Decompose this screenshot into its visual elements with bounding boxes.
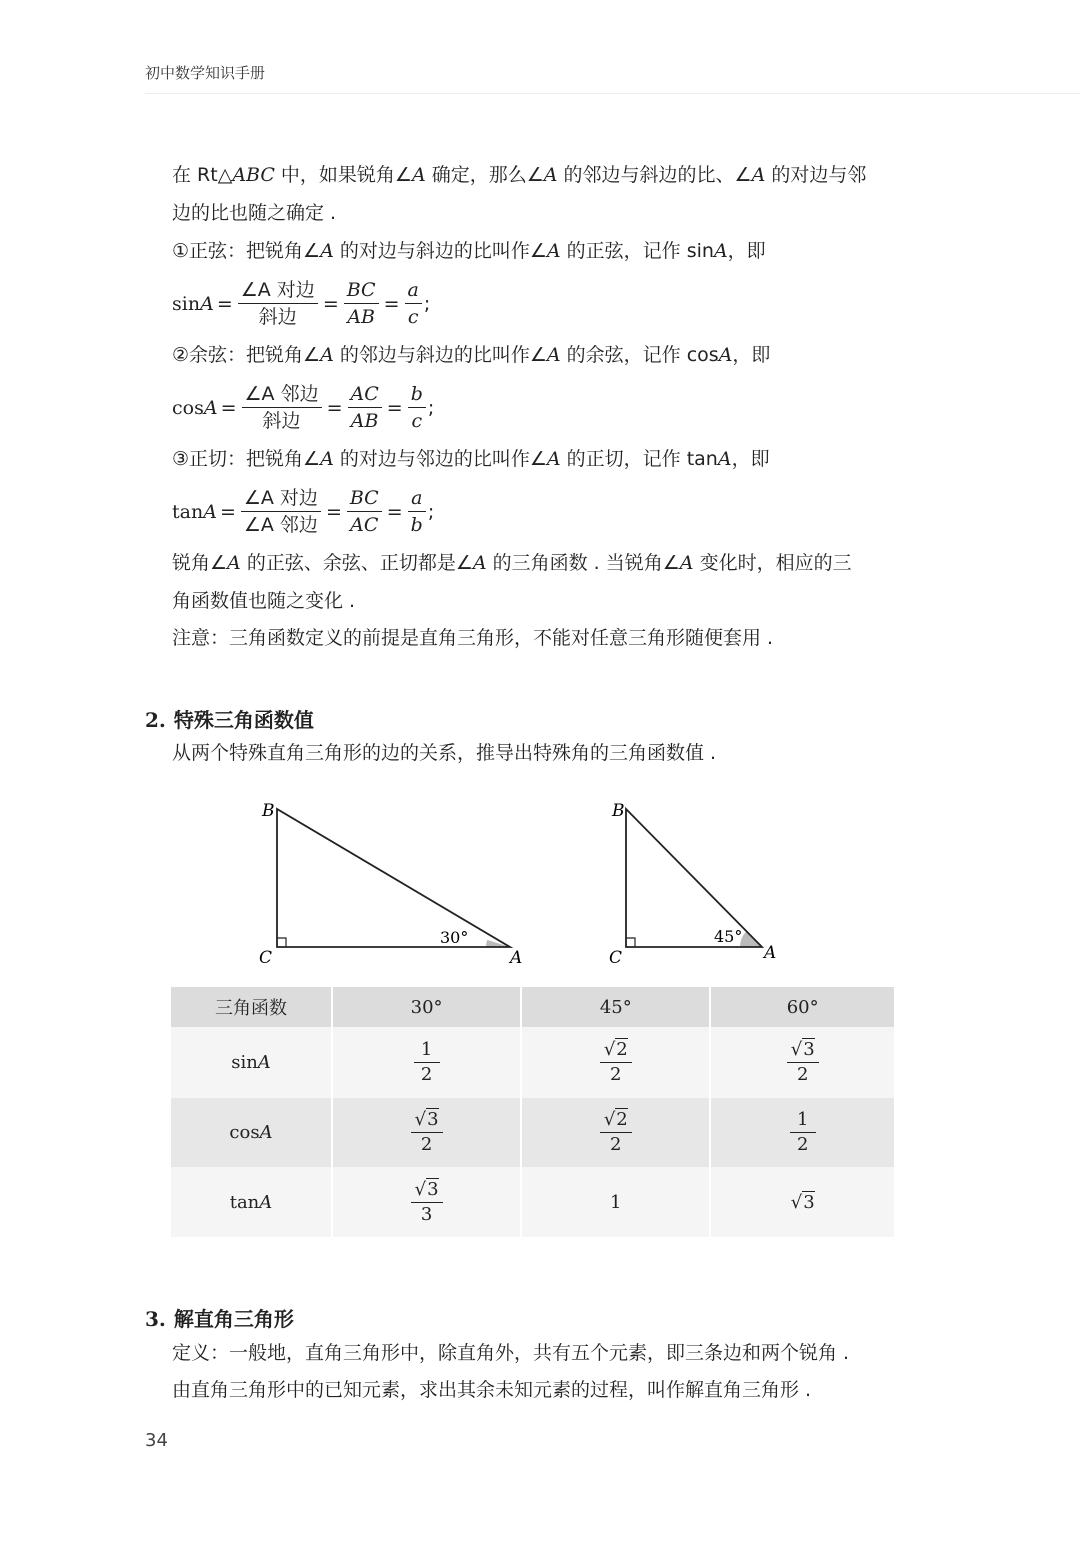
numerator: ∠A 邻边 [244, 383, 319, 405]
sine-text: 的对边与斜边的比叫作∠ [333, 240, 547, 262]
radicand: 3 [803, 1191, 815, 1213]
numerator: b [410, 383, 423, 405]
denominator: 斜边 [262, 410, 301, 432]
value-cell: $\frac{√3}{2}$ [710, 1027, 894, 1098]
var-a: A [717, 448, 732, 470]
value-cell [332, 1027, 521, 1098]
tangent-formula: tan A = $\frac{\text{∠A 对边}}{\text{∠A 邻边}}$ = $\frac{BC}{AC}$ = $\frac{a}{b}$ ; [172, 487, 435, 536]
tangent-text: 的对边与邻边的比叫作∠ [333, 448, 547, 470]
sine-text: ①正弦：把锐角∠ [172, 240, 321, 262]
numerator: 1 [796, 1109, 809, 1130]
var-a: A [259, 1122, 273, 1143]
section-number: 2. [145, 708, 166, 732]
vertex-c-label: C [609, 948, 623, 968]
cosine-fraction-sides [348, 381, 382, 434]
vertex-a-label: A [764, 943, 777, 963]
denominator: 2 [796, 1134, 809, 1155]
table-header-row [171, 987, 894, 1027]
table-row-tan [171, 1167, 894, 1237]
sine-text: ，即 [727, 240, 766, 262]
tangent-text: ，即 [731, 448, 770, 470]
running-header: 初中数学知识手册 [145, 64, 266, 82]
section-2-heading [145, 704, 314, 733]
sine-formula: sin A = $\frac{\text{∠A 对边}}{\text{斜边}}$ = $\frac{BC}{AB}$ = $\frac{a}{c}$ ; [172, 279, 431, 328]
page-number: 34 [145, 1430, 168, 1451]
table-row-cos [171, 1098, 894, 1167]
function-cell [171, 1098, 332, 1167]
numerator: ∠A 对边 [243, 487, 318, 509]
value-cell: $\frac{√3}{2}$ [332, 1098, 521, 1167]
denominator: 3 [420, 1203, 433, 1225]
numerator: a [411, 487, 423, 509]
denominator: AB [350, 410, 379, 432]
var-a: A [320, 448, 334, 470]
denominator: c [411, 410, 423, 432]
value-cell [710, 1098, 894, 1167]
var-a: A [713, 240, 728, 262]
var-a: A [718, 344, 733, 366]
cosine-formula: cos A = $\frac{\text{∠A 邻边}}{\text{斜边}}$ = $\frac{AC}{AB}$ = $\frac{b}{c}$ ; [172, 383, 435, 432]
tangent-text: ③正切：把锐角∠ [172, 448, 321, 470]
var-a: A [751, 164, 766, 186]
vertex-b-label: B [612, 801, 625, 821]
numerator: BC [349, 487, 379, 509]
fn-name: cos [229, 1122, 260, 1143]
summary-line-2: 角函数值也随之变化 . [172, 590, 356, 612]
sine-fraction-words [238, 277, 318, 330]
intro-text: 在 Rt△ [172, 164, 233, 186]
var-a: A [259, 1191, 273, 1213]
value-cell: $\frac{√3}{3}$ [332, 1167, 521, 1237]
angle-arc-30 [486, 940, 510, 947]
section-2-description: 从两个特殊直角三角形的边的关系，推导出特殊角的三角函数值 . [172, 742, 717, 764]
var-a: A [320, 240, 334, 262]
function-cell [171, 1027, 332, 1098]
numerator: 1 [420, 1039, 433, 1060]
denominator: 2 [420, 1064, 433, 1085]
value-cell: 1 [521, 1167, 710, 1237]
numerator: AC [350, 383, 379, 405]
tangent-text: 的正切，记作 tan [560, 448, 718, 470]
radicand: 3 [427, 1178, 439, 1200]
summary-text: 锐角∠ [172, 552, 228, 574]
cosine-text: ②余弦：把锐角∠ [172, 344, 321, 366]
summary-line-1 [172, 551, 852, 575]
cosine-fraction-letters [408, 381, 426, 434]
intro-text: 的对边与邻 [765, 164, 867, 186]
fn-name: tan [229, 1191, 260, 1213]
special-values-table [171, 987, 894, 1237]
table-header-cell: 45° [521, 987, 710, 1027]
tangent-fraction-sides [347, 485, 382, 538]
section-3-line-2: 由直角三角形中的已知元素，求出其余未知元素的过程，叫作解直角三角形 . [172, 1379, 812, 1401]
denominator: 2 [796, 1064, 809, 1085]
fn-name: cos [172, 396, 204, 419]
sine-text: 的正弦，记作 sin [560, 240, 714, 262]
radicand: 3 [427, 1109, 439, 1130]
cosine-text: 的邻边与斜边的比叫作∠ [333, 344, 547, 366]
angle-label: 45° [714, 927, 743, 946]
denominator: b [410, 514, 423, 536]
section-title: 特殊三角函数值 [173, 708, 314, 732]
sine-fraction-sides [344, 277, 379, 330]
table-header-cell: 三角函数 [171, 987, 332, 1027]
fn-name: sin [172, 292, 201, 315]
triangle-30-figure [250, 795, 540, 970]
triangle-30 [277, 809, 510, 947]
var-a: A [411, 164, 426, 186]
var-a: A [546, 344, 561, 366]
table-header-cell: 60° [710, 987, 894, 1027]
cosine-fraction-words [242, 381, 322, 434]
section-number: 3. [145, 1307, 166, 1331]
triangle-label: ABC [232, 164, 275, 186]
summary-text: 的正弦、余弦、正切都是∠ [240, 552, 473, 574]
summary-text: 变化时，相应的三 [693, 552, 852, 574]
numerator: BC [346, 279, 376, 301]
numerator: ∠A 对边 [240, 279, 315, 301]
section-3-line-1: 定义：一般地，直角三角形中，除直角外，共有五个元素，即三条边和两个锐角 . [172, 1342, 850, 1364]
note: 注意：三角函数定义的前提是直角三角形，不能对任意三角形随便套用 . [172, 627, 774, 649]
sine-description [172, 239, 766, 263]
summary-text: 的三角函数 . 当锐角∠ [486, 552, 680, 574]
tangent-fraction-words [241, 485, 321, 538]
value-cell: $\frac{√2}{2}$ [521, 1098, 710, 1167]
vertex-c-label: C [259, 948, 273, 968]
var-a: A [320, 344, 334, 366]
var-a: A [200, 292, 214, 315]
cosine-text: 的余弦，记作 cos [560, 344, 719, 366]
radicand: 2 [616, 1109, 628, 1130]
var-a: A [472, 552, 487, 574]
intro-line-1 [172, 163, 866, 187]
denominator: ∠A 邻边 [243, 514, 318, 536]
function-cell [171, 1167, 332, 1237]
header-rule [145, 93, 1080, 94]
denominator: 斜边 [258, 306, 297, 328]
vertex-b-label: B [262, 801, 275, 821]
intro-text: 确定，那么∠ [425, 164, 544, 186]
radicand: 2 [616, 1039, 628, 1060]
var-a: A [546, 240, 561, 262]
denominator: 2 [610, 1064, 622, 1085]
fn-name: tan [172, 500, 204, 523]
var-a: A [203, 396, 218, 419]
radicand: 3 [803, 1039, 815, 1060]
angle-label: 30° [440, 928, 469, 947]
numerator: a [407, 279, 419, 301]
cosine-description [172, 343, 770, 367]
tangent-description [172, 447, 770, 471]
right-angle-mark [626, 938, 635, 947]
table-header-cell: 30° [332, 987, 521, 1027]
denominator: c [407, 306, 419, 328]
denominator: 2 [610, 1134, 622, 1155]
var-a: A [679, 552, 694, 574]
table-row-sin [171, 1027, 894, 1098]
var-a: A [546, 448, 561, 470]
intro-text: 的邻边与斜边的比、∠ [557, 164, 752, 186]
sine-fraction-letters [405, 277, 422, 330]
fn-name: sin [231, 1052, 258, 1073]
var-a: A [227, 552, 241, 574]
triangle-45-figure [600, 795, 790, 970]
section-3-heading [145, 1303, 294, 1332]
section-title: 解直角三角形 [173, 1307, 294, 1331]
value-cell: √3 [710, 1167, 894, 1237]
denominator: AB [347, 306, 375, 328]
tangent-fraction-letters [408, 485, 426, 538]
vertex-a-label: A [510, 948, 523, 968]
var-a: A [543, 164, 558, 186]
right-angle-mark [277, 938, 286, 947]
intro-text: 中，如果锐角∠ [274, 164, 412, 186]
intro-line-2: 边的比也随之确定 . [172, 202, 337, 224]
value-cell: $\frac{√2}{2}$ [521, 1027, 710, 1098]
denominator: 2 [420, 1134, 433, 1155]
var-a: A [203, 500, 217, 523]
var-a: A [257, 1052, 271, 1073]
denominator: AC [350, 514, 379, 536]
cosine-text: ，即 [732, 344, 771, 366]
